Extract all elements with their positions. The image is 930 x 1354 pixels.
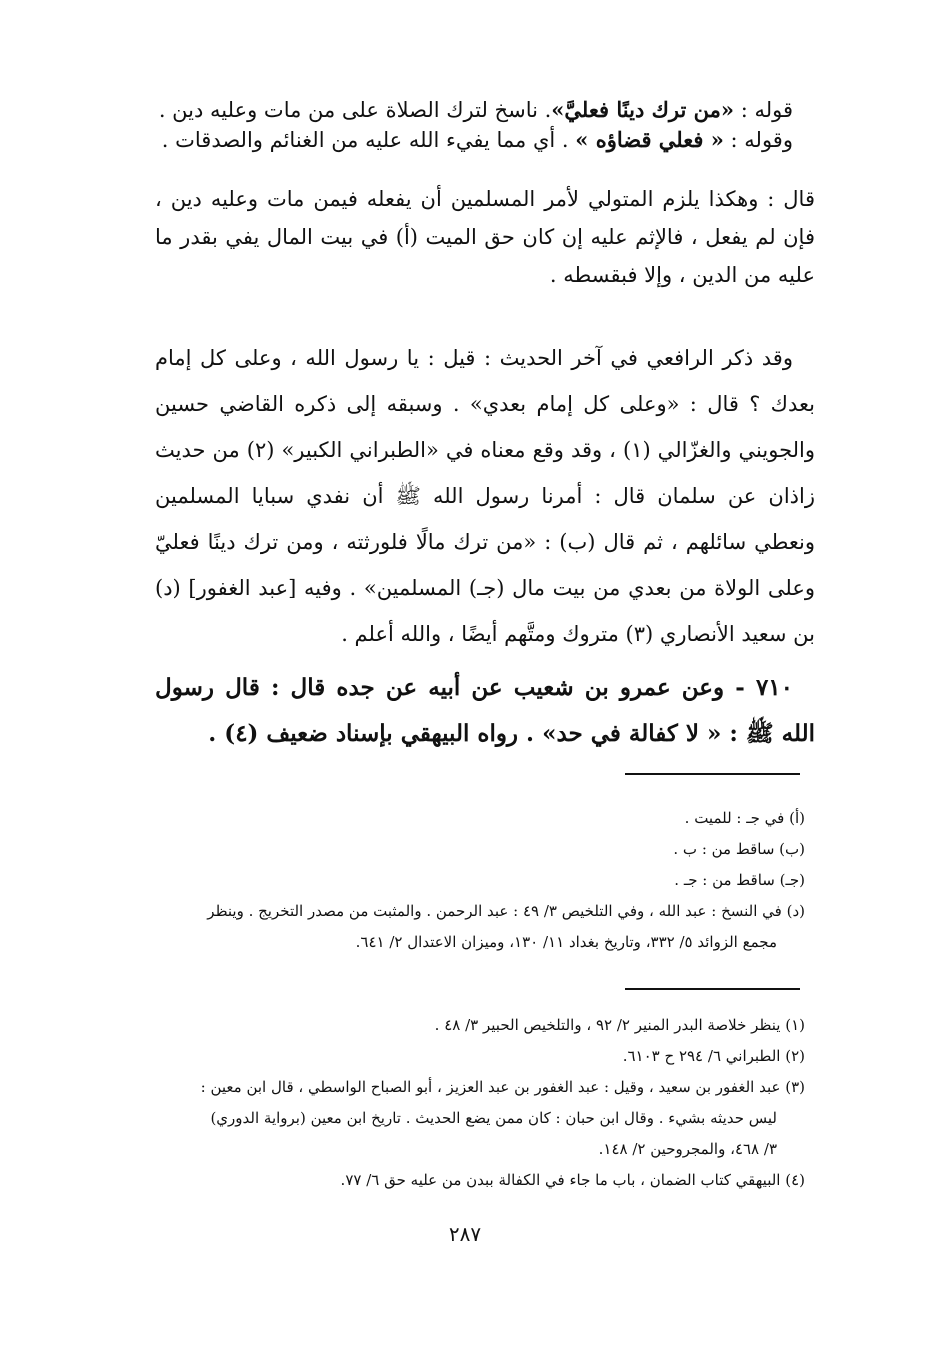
paragraph-commentary-1	[155, 95, 815, 155]
page-number: ٢٨٧	[448, 1222, 482, 1246]
line-waqawluh	[155, 125, 815, 155]
paragraph-commentary-2	[155, 180, 815, 294]
quoted-hadith-bold: « فعلي قضاؤه »	[575, 127, 724, 152]
hadith-text: ٧١٠ - وعن عمرو بن شعيب عن أبيه عن جده قال : قال رسول الله ﷺ : « لا كفالة في حد» . رواه البيهقي بإسناد ضعيف (٤) .	[155, 674, 815, 747]
footnote: (٤) البيهقي كتاب الضمان ، باب ما جاء في الكفالة ببدن من عليه حق ٦/ ٧٧.	[340, 1171, 805, 1189]
footnote: (١) ينظر خلاصة البدر المنير ٢/ ٩٢ ، والتلخيص الحبير ٣/ ٤٨ .	[434, 1016, 805, 1034]
paragraph-commentary-3	[155, 335, 815, 657]
variant-note: (د) في النسخ : عبد الله ، وفي التلخيص ٣/ ٤٩ : عبد الرحمن . والمثبت من مصدر التخريج . وينظر	[207, 902, 805, 920]
variant-note: (أ) في جـ : للميت .	[684, 809, 805, 827]
divider-footnotes	[625, 988, 800, 990]
text-segment: . ناسخ لترك الصلاة على من مات وعليه دين .	[158, 98, 552, 122]
footnote-continued: ليس حديثه بشيء . وقال ابن حبان : كان ممن يضع الحديث . تاريخ ابن معين (برواية الدوري)	[210, 1109, 777, 1127]
footnote-continued: ٣/ ٤٦٨، والمجروحين ٢/ ١٤٨.	[598, 1140, 777, 1158]
variant-notes	[140, 803, 805, 958]
variant-note: (جـ) ساقط من : جـ .	[674, 871, 805, 889]
footnotes	[140, 1010, 805, 1196]
hadith-710	[155, 665, 815, 757]
paragraph-text: قال : وهكذا يلزم المتولي لأمر المسلمين أن يفعله فيمن مات وعليه دين ، فإن لم يفعل ، فالإثم عليه إن كان حق الميت (أ) في بيت المال يفي بقدر ما عليه من الدين ، وإلا فبقسطه .	[155, 187, 815, 287]
paragraph-text: وقد ذكر الرافعي في آخر الحديث : قيل : يا رسول الله ، وعلى كل إمام بعدك ؟ قال : «وعلى كل إمام بعدي» . وسبقه إلى ذكره القاضي حسين والجويني والغزّالي (١) ، وقد وقع معناه في «الطبراني الكبير» (٢) من حديث زاذان عن سلمان قال : أمرنا رسول الله ﷺ أن نفدي سبايا المسلمين ونعطي سائلهم ، ثم قال (ب) : «من ترك مالًا فلورثته ، ومن ترك دينًا فعليّ وعلى الولاة من بعدي من بيت مال (جـ) المسلمين» . وفيه [عبد الغفور] (د) بن سعيد الأنصاري (٣) متروك ومتَّهم أيضًا ، والله أعلم .	[155, 346, 816, 646]
line-qawluh	[155, 95, 815, 125]
text-segment: . أي مما يفيء الله عليه من الغنائم والصدقات .	[161, 128, 576, 152]
footnote: (٢) الطبراني ٦/ ٢٩٤ ح ٦١٠٣.	[622, 1047, 805, 1065]
quoted-hadith-bold: «من ترك دينًا فعليَّ»	[551, 97, 735, 122]
variant-note: (ب) ساقط من : ب .	[673, 840, 805, 858]
footnote: (٣) عبد الغفور بن سعيد ، وقيل : عبد الغفور بن عبد العزيز ، أبو الصباح الواسطي ، قال ابن معين :	[200, 1078, 805, 1096]
variant-note-continued: مجمع الزوائد ٥/ ٣٣٢، وتاريخ بغداد ١١/ ١٣٠، وميزان الاعتدال ٢/ ٦٤١.	[355, 933, 777, 951]
text-segment: قوله :	[734, 98, 793, 122]
text-segment: وقوله :	[723, 128, 793, 152]
divider-variant-notes	[625, 773, 800, 775]
